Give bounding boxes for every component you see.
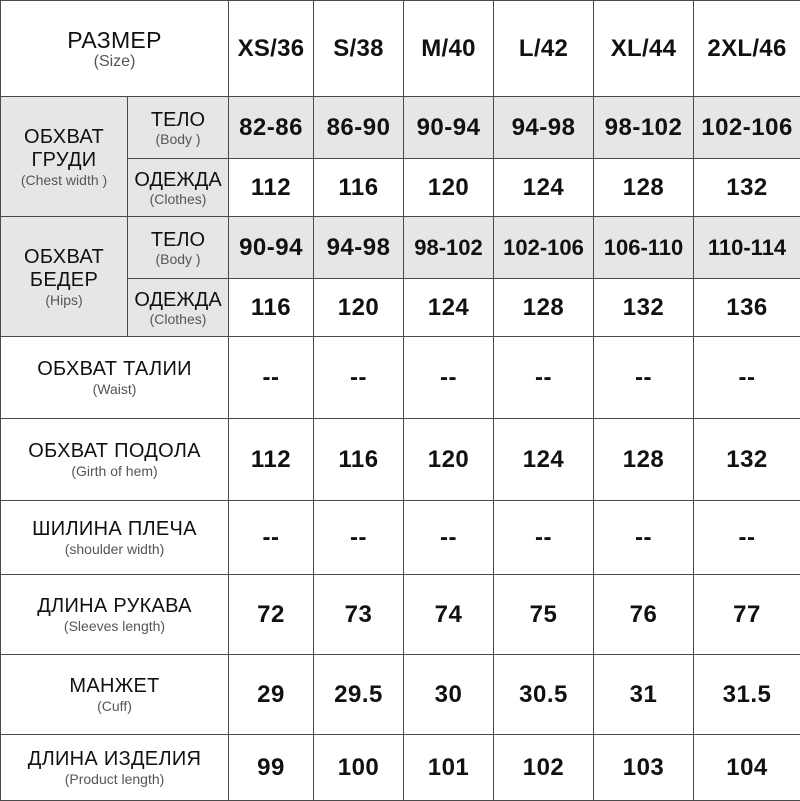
hips-body-label-cell [128, 217, 229, 279]
shoulder-value: -- [229, 501, 314, 575]
shoulder-value: -- [694, 501, 800, 575]
size-column-header: L/42 [494, 1, 594, 97]
hips-label-line2: БЕДЕР [1, 269, 127, 292]
hips-body-value: 94-98 [314, 217, 404, 279]
clothes-label-en: (Clothes) [128, 311, 228, 327]
hips-label-cell [1, 217, 128, 337]
cuff-value: 31 [594, 655, 694, 735]
sleeves-label-cell [1, 575, 229, 655]
hips-label-line1: ОБХВАТ [1, 246, 127, 269]
waist-value: -- [404, 337, 494, 419]
cuff-value: 29.5 [314, 655, 404, 735]
waist-value: -- [594, 337, 694, 419]
row-label: ОБХВАТ ПОДОЛА [1, 440, 228, 463]
product-length-label-cell [1, 735, 229, 801]
header-row [1, 1, 800, 97]
size-column-header: XL/44 [594, 1, 694, 97]
row-label: ДЛИНА ИЗДЕЛИЯ [1, 748, 228, 771]
row-label-en: (Cuff) [1, 698, 228, 714]
hips-body-value: 102-106 [494, 217, 594, 279]
chest-body-value: 82-86 [229, 97, 314, 159]
product-length-value: 101 [404, 735, 494, 801]
hips-clothes-value: 124 [404, 279, 494, 337]
row-label: МАНЖЕТ [1, 675, 228, 698]
hem-row [1, 419, 800, 501]
body-label-en: (Body ) [128, 251, 228, 267]
size-header-cell [1, 1, 229, 97]
sleeves-value: 76 [594, 575, 694, 655]
hem-value: 120 [404, 419, 494, 501]
waist-value: -- [229, 337, 314, 419]
clothes-label: ОДЕЖДА [128, 169, 228, 191]
hem-value: 116 [314, 419, 404, 501]
shoulder-value: -- [404, 501, 494, 575]
clothes-label: ОДЕЖДА [128, 289, 228, 311]
body-label: ТЕЛО [128, 109, 228, 131]
chest-label-line1: ОБХВАТ [1, 126, 127, 149]
sleeves-value: 74 [404, 575, 494, 655]
body-label: ТЕЛО [128, 229, 228, 251]
chest-clothes-value: 132 [694, 159, 800, 217]
hips-body-row [1, 217, 800, 279]
size-subtitle: (Size) [1, 53, 228, 71]
product-length-value: 99 [229, 735, 314, 801]
chest-body-label-cell [128, 97, 229, 159]
chest-body-value: 102-106 [694, 97, 800, 159]
product-length-value: 103 [594, 735, 694, 801]
row-label-en: (Sleeves length) [1, 618, 228, 634]
hem-value: 132 [694, 419, 800, 501]
cuff-label-cell [1, 655, 229, 735]
hips-clothes-value: 136 [694, 279, 800, 337]
product-length-row [1, 735, 800, 801]
chest-body-row [1, 97, 800, 159]
size-column-header: S/38 [314, 1, 404, 97]
sleeves-value: 75 [494, 575, 594, 655]
waist-label-cell [1, 337, 229, 419]
chest-clothes-value: 124 [494, 159, 594, 217]
cuff-value: 30.5 [494, 655, 594, 735]
hem-value: 124 [494, 419, 594, 501]
row-label: ДЛИНА РУКАВА [1, 595, 228, 618]
chest-clothes-value: 120 [404, 159, 494, 217]
product-length-value: 104 [694, 735, 800, 801]
chest-body-value: 86-90 [314, 97, 404, 159]
size-column-header: M/40 [404, 1, 494, 97]
chest-label-line2: ГРУДИ [1, 149, 127, 172]
clothes-label-en: (Clothes) [128, 191, 228, 207]
shoulder-value: -- [594, 501, 694, 575]
chest-label-en: (Chest width ) [1, 172, 127, 188]
size-column-header: 2XL/46 [694, 1, 800, 97]
hips-clothes-label-cell [128, 279, 229, 337]
cuff-value: 31.5 [694, 655, 800, 735]
hips-body-value: 106-110 [594, 217, 694, 279]
chest-body-value: 90-94 [404, 97, 494, 159]
row-label-en: (Girth of hem) [1, 463, 228, 479]
shoulder-value: -- [494, 501, 594, 575]
hips-body-value: 98-102 [404, 217, 494, 279]
row-label: ОБХВАТ ТАЛИИ [1, 358, 228, 381]
chest-label-cell [1, 97, 128, 217]
chest-clothes-value: 112 [229, 159, 314, 217]
product-length-value: 100 [314, 735, 404, 801]
hips-label-en: (Hips) [1, 292, 127, 308]
hem-value: 128 [594, 419, 694, 501]
product-length-value: 102 [494, 735, 594, 801]
shoulder-label-cell [1, 501, 229, 575]
waist-value: -- [314, 337, 404, 419]
hips-clothes-value: 128 [494, 279, 594, 337]
waist-row [1, 337, 800, 419]
shoulder-value: -- [314, 501, 404, 575]
cuff-value: 30 [404, 655, 494, 735]
chest-clothes-value: 116 [314, 159, 404, 217]
hips-clothes-value: 120 [314, 279, 404, 337]
size-title: РАЗМЕР [1, 27, 228, 53]
row-label-en: (Product length) [1, 771, 228, 787]
body-label-en: (Body ) [128, 131, 228, 147]
sleeves-value: 73 [314, 575, 404, 655]
waist-value: -- [694, 337, 800, 419]
sleeves-value: 77 [694, 575, 800, 655]
hem-label-cell [1, 419, 229, 501]
hips-body-value: 110-114 [694, 217, 800, 279]
cuff-value: 29 [229, 655, 314, 735]
hips-clothes-value: 116 [229, 279, 314, 337]
shoulder-row [1, 501, 800, 575]
hips-clothes-value: 132 [594, 279, 694, 337]
sleeves-row [1, 575, 800, 655]
hem-value: 112 [229, 419, 314, 501]
row-label: ШИЛИНА ПЛЕЧА [1, 518, 228, 541]
sleeves-value: 72 [229, 575, 314, 655]
row-label-en: (shoulder width) [1, 541, 228, 557]
chest-clothes-value: 128 [594, 159, 694, 217]
chest-body-value: 94-98 [494, 97, 594, 159]
row-label-en: (Waist) [1, 381, 228, 397]
hips-body-value: 90-94 [229, 217, 314, 279]
size-column-header: XS/36 [229, 1, 314, 97]
chest-clothes-label-cell [128, 159, 229, 217]
waist-value: -- [494, 337, 594, 419]
cuff-row [1, 655, 800, 735]
chest-body-value: 98-102 [594, 97, 694, 159]
